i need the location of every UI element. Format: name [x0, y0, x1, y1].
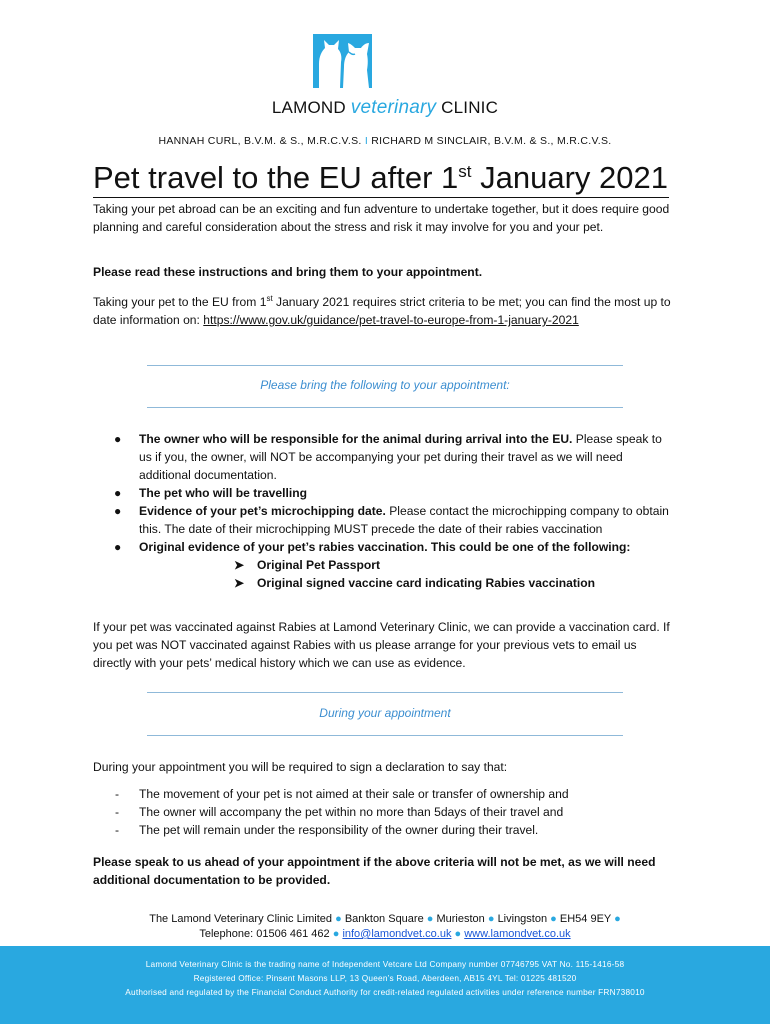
arrow-bullet-icon: ➤ — [234, 576, 245, 590]
footer-address-part: EH54 9EY — [559, 913, 612, 925]
legal-line: Authorised and regulated by the Financial Conduct Authority for credit-related regulated activities under reference number FRN738010 — [125, 987, 645, 997]
sub-list-item — [234, 574, 673, 592]
criteria-text: January 2021 requires strict criteria to be met; you can find the most up to date information on: — [93, 295, 671, 328]
sub-list — [93, 556, 673, 592]
criteria-superscript: st — [266, 294, 273, 303]
section-title-bring: Please bring the following to your appointment: — [260, 378, 510, 392]
section-title-during: During your appointment — [319, 706, 451, 720]
vets-line — [0, 135, 770, 147]
bring-list — [93, 430, 673, 592]
section-divider — [147, 365, 623, 366]
list-item — [93, 484, 673, 502]
intro-paragraph: Taking your pet abroad can be an exciting and fun adventure to undertake together, but it does require good planning and careful consideration about the stress and risk it may involve for you and your pet. — [93, 202, 670, 234]
sub-item-text: Original Pet Passport — [257, 558, 380, 572]
footer-address-part: Livingston — [497, 913, 548, 925]
clinic-name-veterinary: veterinary — [350, 97, 437, 118]
footer-dot-icon: ● — [487, 913, 495, 925]
footer-address-part: Bankton Square — [344, 913, 424, 925]
footer-contact-line — [0, 927, 770, 942]
vets-separator: I — [364, 135, 369, 147]
bullet-text: Please contact the microchipping company to obtain this. The date of their microchipping MUST precede the date of their rabies vaccination — [139, 504, 669, 536]
declaration-intro: During your appointment you will be required to sign a declaration to say that: — [93, 760, 508, 774]
list-item — [93, 803, 673, 821]
vet-name: RICHARD M SINCLAIR, B.V.M. & S., M.R.C.V.S. — [371, 135, 612, 147]
criteria-text: Taking your pet to the EU from 1 — [93, 295, 267, 310]
list-item — [93, 785, 673, 803]
footer-address-line — [0, 912, 770, 927]
title-text: January 2021 — [471, 160, 669, 195]
declaration-text: The movement of your pet is not aimed at their sale or transfer of ownership and — [139, 787, 569, 801]
declaration-text: The pet will remain under the responsibility of the owner during their travel. — [139, 823, 539, 837]
bullet-bold: Evidence of your pet’s microchipping date. — [139, 504, 386, 518]
section-divider — [147, 692, 623, 693]
dash-bullet-icon: - — [115, 823, 120, 837]
footer-dot-icon: ● — [426, 913, 434, 925]
clinic-name-part: LAMOND — [271, 98, 346, 117]
clinic-name-part: CLINIC — [441, 98, 499, 117]
list-item — [93, 821, 673, 839]
bullet-bold: The owner who will be responsible for the animal during arrival into the EU. — [139, 432, 573, 446]
sub-item-text: Original signed vaccine card indicating Rabies vaccination — [257, 576, 596, 590]
clinic-logo-icon — [313, 34, 372, 88]
vet-name: HANNAH CURL, B.V.M. & S., M.R.C.V.S. — [158, 135, 362, 147]
dash-bullet-icon: - — [115, 805, 120, 819]
closing-note: Please speak to us ahead of your appointment if the above criteria will not be met, as we will need additional documentation to be provided. — [93, 855, 656, 887]
footer-website-link[interactable]: www.lamondvet.co.uk — [464, 928, 571, 940]
footer-address-part: Murieston — [436, 913, 485, 925]
footer-dot-icon: ● — [335, 913, 342, 925]
bullet-text: Please speak to us if you, the owner, will NOT be accompanying your pet during their travel as we will need additional documentation. — [139, 432, 662, 482]
rabies-paragraph: If your pet was vaccinated against Rabies at Lamond Veterinary Clinic, we can provide a vaccination card. If you pet was NOT vaccinated against Rabies with us please arrange for your previous vets to email us directly with your pets’ medical history which we can use as evidence. — [93, 620, 670, 670]
list-item — [93, 538, 673, 556]
footer-email-link[interactable]: info@lamondvet.co.uk — [342, 928, 452, 940]
title-text: Pet travel to the EU after 1 — [93, 160, 459, 195]
declaration-list — [93, 785, 673, 839]
declaration-text: The owner will accompany the pet within no more than 5days of their travel and — [139, 805, 564, 819]
bullet-bold: The pet who will be travelling — [139, 486, 307, 500]
bullet-icon: ● — [114, 432, 122, 446]
legal-line: Registered Office: Pinsent Masons LLP, 13 Queen’s Road, Aberdeen, AB15 4YL Tel: 01225 481520 — [193, 973, 577, 983]
arrow-bullet-icon: ➤ — [234, 558, 245, 572]
page-title — [93, 160, 668, 196]
sub-list-item — [234, 556, 673, 574]
instruction-text: Please read these instructions and bring them to your appointment. — [93, 265, 483, 279]
bullet-icon: ● — [114, 504, 122, 518]
title-underline — [93, 197, 669, 198]
dash-bullet-icon: - — [115, 787, 120, 801]
footer-dot-icon: ● — [550, 913, 557, 925]
bullet-icon: ● — [114, 540, 122, 554]
legal-line: Lamond Veterinary Clinic is the trading name of Independent Vetcare Ltd Company number 07746795 VAT No. 115-1416-58 — [145, 959, 625, 969]
footer-legal — [0, 957, 770, 999]
title-superscript: st — [458, 162, 472, 181]
footer-phone: Telephone: 01506 461 462 — [199, 928, 330, 940]
footer-address — [0, 912, 770, 942]
section-divider — [147, 407, 623, 408]
footer-dot-icon: ● — [332, 928, 340, 940]
footer-company: The Lamond Veterinary Clinic Limited — [149, 913, 333, 925]
footer-dot-icon: ● — [454, 928, 462, 940]
section-divider — [147, 735, 623, 736]
criteria-paragraph — [93, 290, 678, 329]
bullet-bold: Original evidence of your pet’s rabies vaccination. This could be one of the following: — [139, 540, 631, 554]
gov-guidance-link[interactable]: https://www.gov.uk/guidance/pet-travel-to-europe-from-1-january-2021 — [203, 313, 579, 328]
list-item — [93, 430, 673, 484]
list-item — [93, 502, 673, 538]
clinic-name — [0, 97, 770, 119]
bullet-icon: ● — [114, 486, 122, 500]
footer-dot-icon: ● — [614, 913, 621, 925]
